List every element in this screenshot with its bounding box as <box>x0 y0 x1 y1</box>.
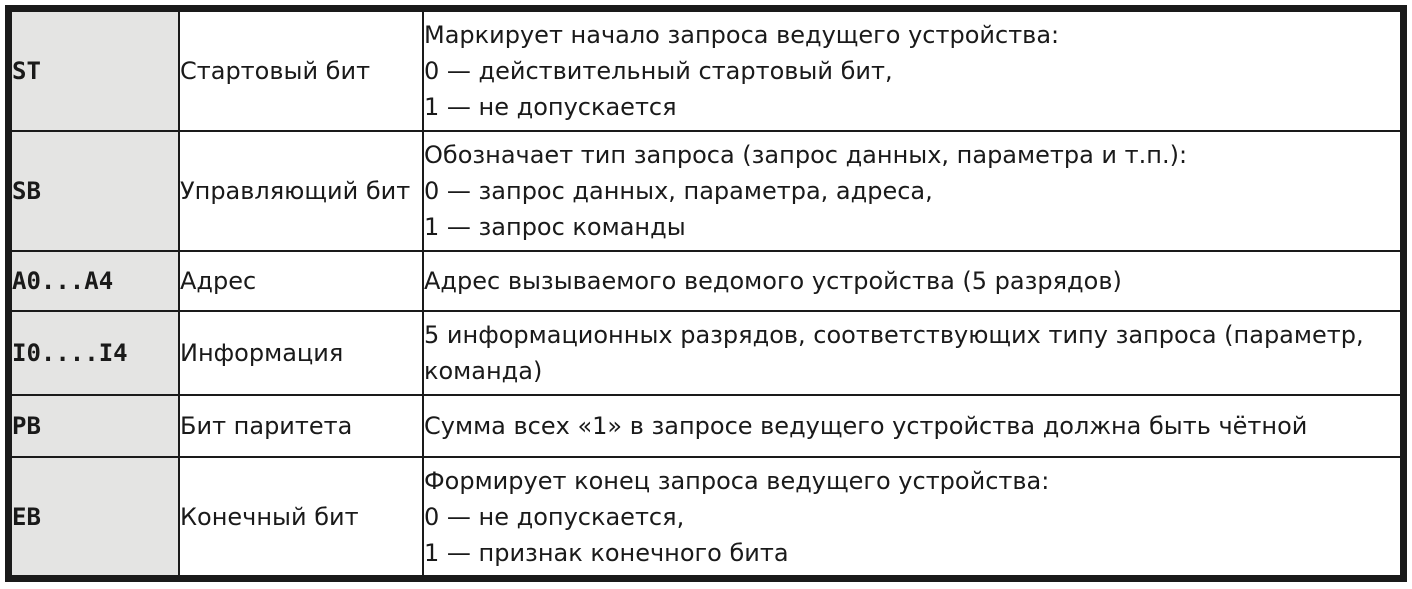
description-line: 0 — не допускается, <box>424 502 685 531</box>
bit-code-cell: I0....I4 <box>12 311 179 395</box>
description-line: Сумма всех «1» в запросе ведущего устройства должна быть чётной <box>424 412 1308 440</box>
table-row <box>12 395 1400 457</box>
bit-name-cell: Управляющий бит <box>179 131 423 251</box>
bit-description-cell <box>423 251 1400 311</box>
table-row <box>12 131 1400 251</box>
spec-table-frame <box>5 5 1407 582</box>
bit-code-cell: SB <box>12 131 179 251</box>
bit-description-cell <box>423 395 1400 457</box>
description-line: Обозначает тип запроса (запрос данных, параметра и т.п.): <box>424 141 1188 169</box>
bit-description-cell <box>423 12 1400 131</box>
table-row <box>12 311 1400 395</box>
table-row <box>12 12 1400 131</box>
bit-name-cell: Стартовый бит <box>179 12 423 131</box>
request-bits-table <box>12 12 1400 575</box>
description-line: 0 — запрос данных, параметра, адреса, <box>424 177 933 205</box>
bit-description-cell <box>423 457 1400 575</box>
bit-name-cell: Бит паритета <box>179 395 423 457</box>
description-line: Формирует конец запроса ведущего устройства: <box>424 466 1050 495</box>
bit-name-cell: Конечный бит <box>179 457 423 575</box>
description-line: 0 — действительный стартовый бит, <box>424 57 893 85</box>
bit-name-cell: Адрес <box>179 251 423 311</box>
description-line: 1 — запрос команды <box>424 213 686 241</box>
table-row <box>12 457 1400 575</box>
description-line: Адрес вызываемого ведомого устройства (5 разрядов) <box>424 267 1122 295</box>
table-row <box>12 251 1400 311</box>
bit-description-cell <box>423 131 1400 251</box>
bit-code-cell: PB <box>12 395 179 457</box>
description-line: 1 — признак конечного бита <box>424 538 789 567</box>
description-line: Маркирует начало запроса ведущего устройства: <box>424 21 1060 49</box>
description-line: 1 — не допускается <box>424 93 677 121</box>
bit-code-cell: EB <box>12 457 179 575</box>
bit-name-cell: Информация <box>179 311 423 395</box>
bit-code-cell: A0...A4 <box>12 251 179 311</box>
bit-description-cell <box>423 311 1400 395</box>
description-line: 5 информационных разрядов, соответствующих типу запроса (параметр, команда) <box>424 321 1364 385</box>
bit-code-cell: ST <box>12 12 179 131</box>
